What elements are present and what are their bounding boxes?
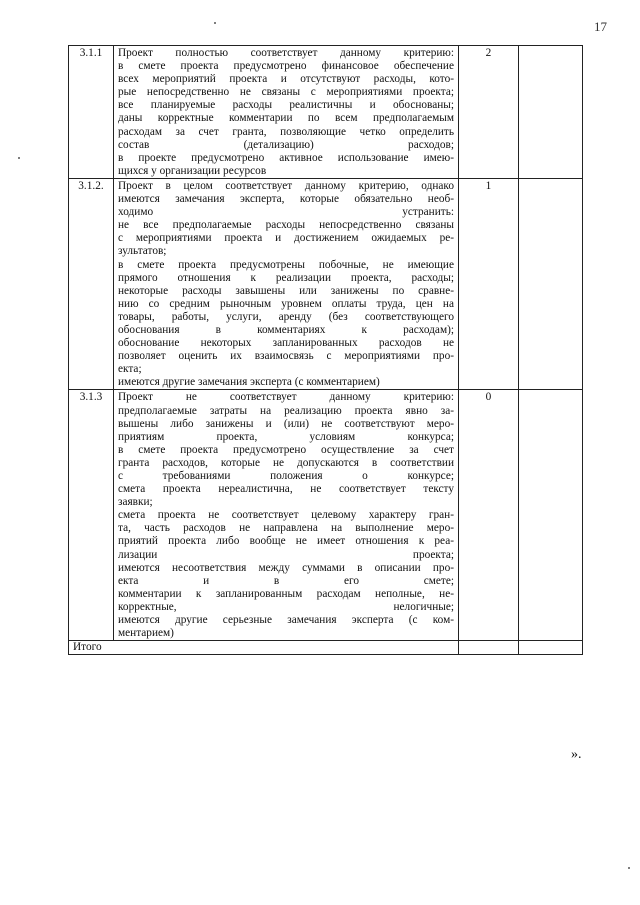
description-line: гранта расходов, которые не допускаются в соответствии (118, 456, 454, 469)
description-line: товары, работы, услуги, аренду (без соответствующего (118, 310, 454, 323)
description-line: Проект не соответствует данному критерию: (118, 391, 454, 404)
criteria-row (69, 46, 583, 179)
scan-speck (18, 157, 20, 159)
description-line: приятиям проекта, условиям конкурса; (118, 430, 454, 443)
criterion-extra-cell (519, 390, 583, 641)
description-line: с требованиями положения о конкурсе; (118, 470, 454, 482)
total-extra-cell (519, 641, 583, 655)
description-line: зультатов; (118, 245, 167, 258)
description-line: Проект полностью соответствует данному критерию: (118, 47, 454, 59)
description-line: состав (детализацию) расходов; (118, 138, 454, 151)
description-line: с мероприятиями проекта и достижением ожидаемых ре- (118, 232, 454, 245)
description-line: некоторые расходы завышены или занижены по сравне- (118, 284, 454, 297)
criterion-score: 1 (459, 178, 519, 390)
description-line: екта и в его смете; (118, 574, 454, 587)
description-line: все планируемые расходы реалистичны и обоснованы; (118, 99, 454, 112)
description-line: всех мероприятий проекта и отсутствуют расходы, кото- (118, 73, 454, 86)
description-line: даны корректные комментарии по всем предполагаемым (118, 112, 454, 125)
description-line: обоснования в комментариях к расходам); (118, 323, 454, 336)
description-line: в проекте предусмотрено активное использование имею- (118, 151, 454, 164)
description-line: комментарии к запланированным расходам неполные, не- (118, 587, 454, 600)
criterion-code: 3.1.2. (69, 178, 114, 390)
description-line: в смете проекта предусмотрено финансовое обеспечение (118, 60, 454, 73)
description-line: Проект в целом соответствует данному критерию, однако (118, 179, 454, 192)
description-line: имеются другие замечания эксперта (с комментарием) (118, 376, 380, 389)
criteria-table (68, 45, 583, 655)
closing-quote: ». (571, 747, 582, 762)
description-line: позволяет оценить их взаимосвязь с мероприятиями про- (118, 350, 454, 363)
description-line: ходимо устранить: (118, 206, 454, 219)
criteria-body (69, 46, 583, 641)
description-line: имеются другие серьезные замечания эксперта (с ком- (118, 614, 454, 627)
description-line: прямого отношения к реализации проекта, расходы; (118, 271, 454, 284)
description-line: в смете проекта предусмотрены побочные, не имеющие (118, 258, 454, 271)
criterion-score: 0 (459, 390, 519, 641)
description-line: имеются замечания эксперта, которые обязательно необ- (118, 193, 454, 206)
criterion-extra-cell (519, 178, 583, 390)
criterion-code: 3.1.1 (69, 46, 114, 179)
description-line: в смете проекта предусмотрено осуществление за счет (118, 443, 454, 456)
criterion-description (114, 390, 459, 641)
criterion-description (114, 46, 459, 179)
description-line: корректные, нелогичные; (118, 600, 454, 613)
page-number: 17 (594, 19, 607, 34)
total-score (459, 641, 519, 655)
total-label: Итого (69, 641, 459, 655)
description-line: та, часть расходов не направлена на выполнение меро- (118, 522, 454, 535)
description-line: предполагаемые затраты на реализацию проекта явно за- (118, 404, 454, 417)
description-line: смета проекта нереалистична, не соответствует тексту (118, 483, 454, 496)
scan-speck (628, 867, 630, 869)
scan-speck (214, 22, 216, 24)
description-line: щихся у организации ресурсов (118, 164, 267, 177)
description-line: нию со средним рыночным уровнем оплаты труда, цен на (118, 297, 454, 310)
description-line: смета проекта не соответствует целевому характеру гран- (118, 509, 454, 522)
criteria-row (69, 178, 583, 390)
criteria-row (69, 390, 583, 641)
description-line: ментарием) (118, 627, 174, 640)
description-line: лизации проекта; (118, 548, 454, 561)
description-line: заявки; (118, 496, 153, 509)
criterion-score: 2 (459, 46, 519, 179)
description-line: не все предполагаемые расходы непосредственно связаны (118, 219, 454, 232)
total-row (69, 641, 583, 655)
description-line: имеются несоответствия между суммами в описании про- (118, 561, 454, 574)
description-line: вышены либо занижены и (или) не соответствуют меро- (118, 417, 454, 430)
description-line: расходам за счет гранта, позволяющие четко определить (118, 125, 454, 138)
description-line: екта; (118, 363, 142, 376)
criterion-extra-cell (519, 46, 583, 179)
description-line: обоснование некоторых запланированных расходов не (118, 337, 454, 350)
description-line: рые непосредственно не связаны с мероприятиями проекта; (118, 86, 454, 99)
criterion-description (114, 178, 459, 390)
criterion-code: 3.1.3 (69, 390, 114, 641)
description-line: приятий проекта либо вообще не имеет отношения к реа- (118, 535, 454, 548)
